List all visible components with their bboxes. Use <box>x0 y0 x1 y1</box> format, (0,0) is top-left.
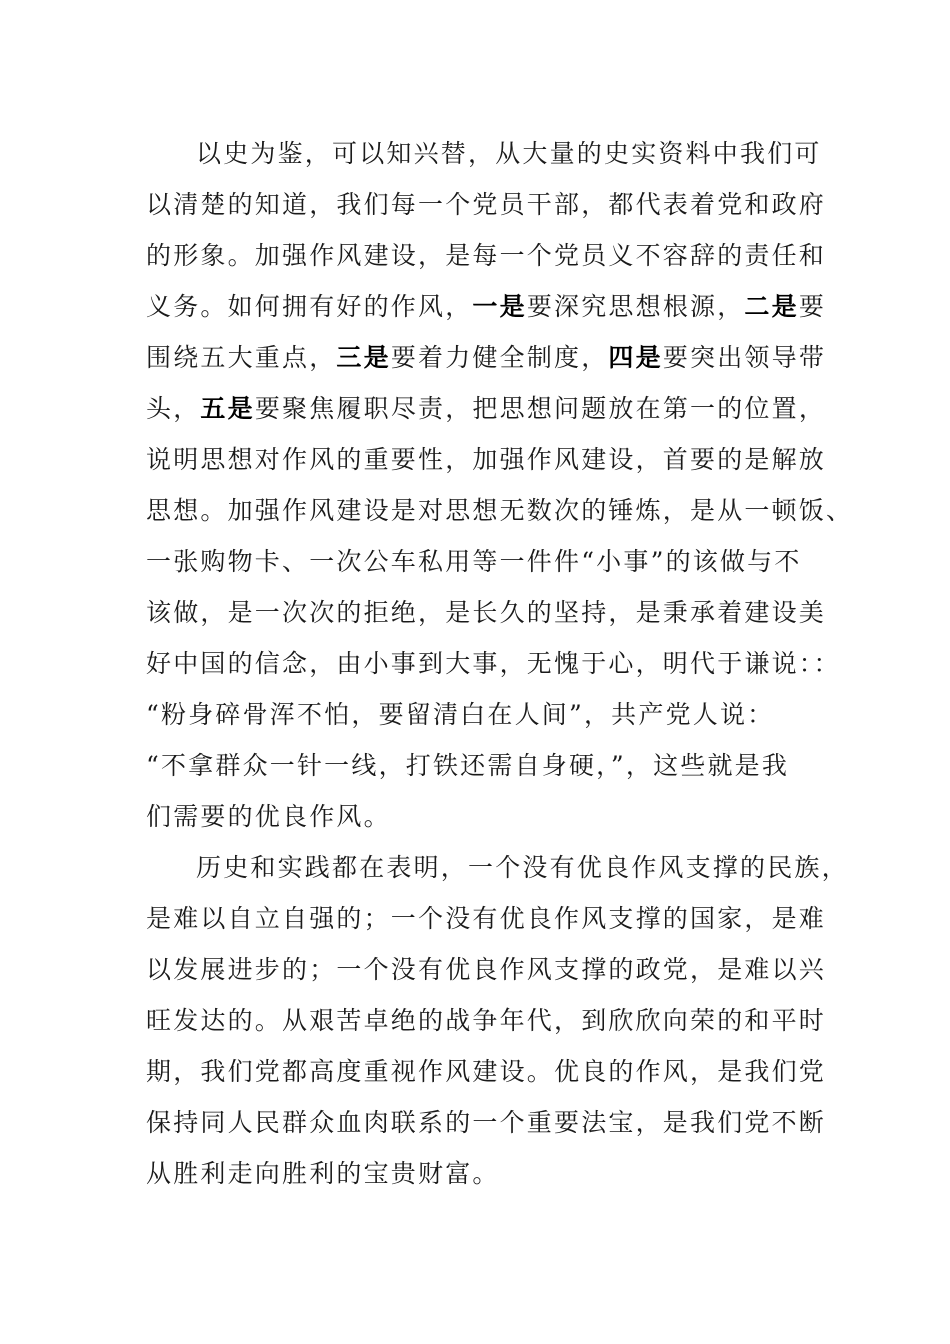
enumerator-one: 一是 <box>472 292 527 321</box>
paragraph-1-line-1: 以史为鉴，可以知兴替，从大量的史实资料中我们可 <box>196 139 822 168</box>
paragraph-1-line-6 <box>146 392 826 426</box>
paragraph-1-line-14: 们需要的优良作风。 <box>146 802 391 831</box>
paragraph-1-line-3: 的形象。加强作风建设，是每一个党员义不容辞的责任和 <box>146 241 827 270</box>
paragraph-1-line-13: “不拿群众一针一线，打铁还需自身硬，”，这些就是我 <box>146 751 790 780</box>
text-segment: 要突出领导带 <box>662 343 827 372</box>
paragraph-2-line-1: 历史和实践都在表明，一个没有优良作风支撑的民族， <box>196 853 849 882</box>
paragraph-1-line-4 <box>146 290 826 324</box>
paragraph-2-line-4: 旺发达的。从艰苦卓绝的战争年代，到欣欣向荣的和平时 <box>146 1006 827 1035</box>
paragraph-1-line-7: 说明思想对作风的重要性，加强作风建设，首要的是解放 <box>146 445 827 474</box>
paragraph-2-line-6: 保持同人民群众血肉联系的一个重要法宝，是我们党不断 <box>146 1108 827 1137</box>
paragraph-1-line-12: “粉身碎骨浑不怕，要留清白在人间”，共产党人说： <box>146 700 775 729</box>
paragraph-2-line-3: 以发展进步的；一个没有优良作风支撑的政党，是难以兴 <box>146 955 827 984</box>
paragraph-1-line-2: 以清楚的知道，我们每一个党员干部，都代表着党和政府 <box>146 190 827 219</box>
paragraph-1-line-10: 该做，是一次次的拒绝，是长久的坚持，是秉承着建设美 <box>146 598 827 627</box>
paragraph-2-line-7: 从胜利走向胜利的宝贵财富。 <box>146 1159 500 1188</box>
paragraph-2-line-5: 期，我们党都高度重视作风建设。优良的作风，是我们党 <box>146 1057 827 1086</box>
enumerator-five: 五是 <box>200 394 255 423</box>
text-segment: 要聚焦履职尽责，把思想问题放在第一的位置， <box>254 394 827 423</box>
text-segment: 要深究思想根源， <box>526 292 745 321</box>
paragraph-1-line-11: 好中国的信念，由小事到大事，无愧于心，明代于谦说：： <box>146 649 841 678</box>
text-segment: 头， <box>146 394 201 423</box>
text-segment: 要着力健全制度， <box>390 343 609 372</box>
text-segment: 要 <box>798 292 827 321</box>
text-segment: 围绕五大重点， <box>146 343 337 372</box>
paragraph-1-line-8: 思想。加强作风建设是对思想无数次的锤炼，是从一顿饭、 <box>146 496 854 525</box>
text-segment: 义务。如何拥有好的作风， <box>146 292 473 321</box>
paragraph-1-line-5 <box>146 341 826 375</box>
paragraph-1-line-9: 一张购物卡、一次公车私用等一件件“小事”的该做与不 <box>146 547 802 576</box>
paragraph-2-line-2: 是难以自立自强的；一个没有优良作风支撑的国家，是难 <box>146 904 827 933</box>
enumerator-two: 二是 <box>744 292 799 321</box>
enumerator-four: 四是 <box>608 343 663 372</box>
enumerator-three: 三是 <box>336 343 391 372</box>
